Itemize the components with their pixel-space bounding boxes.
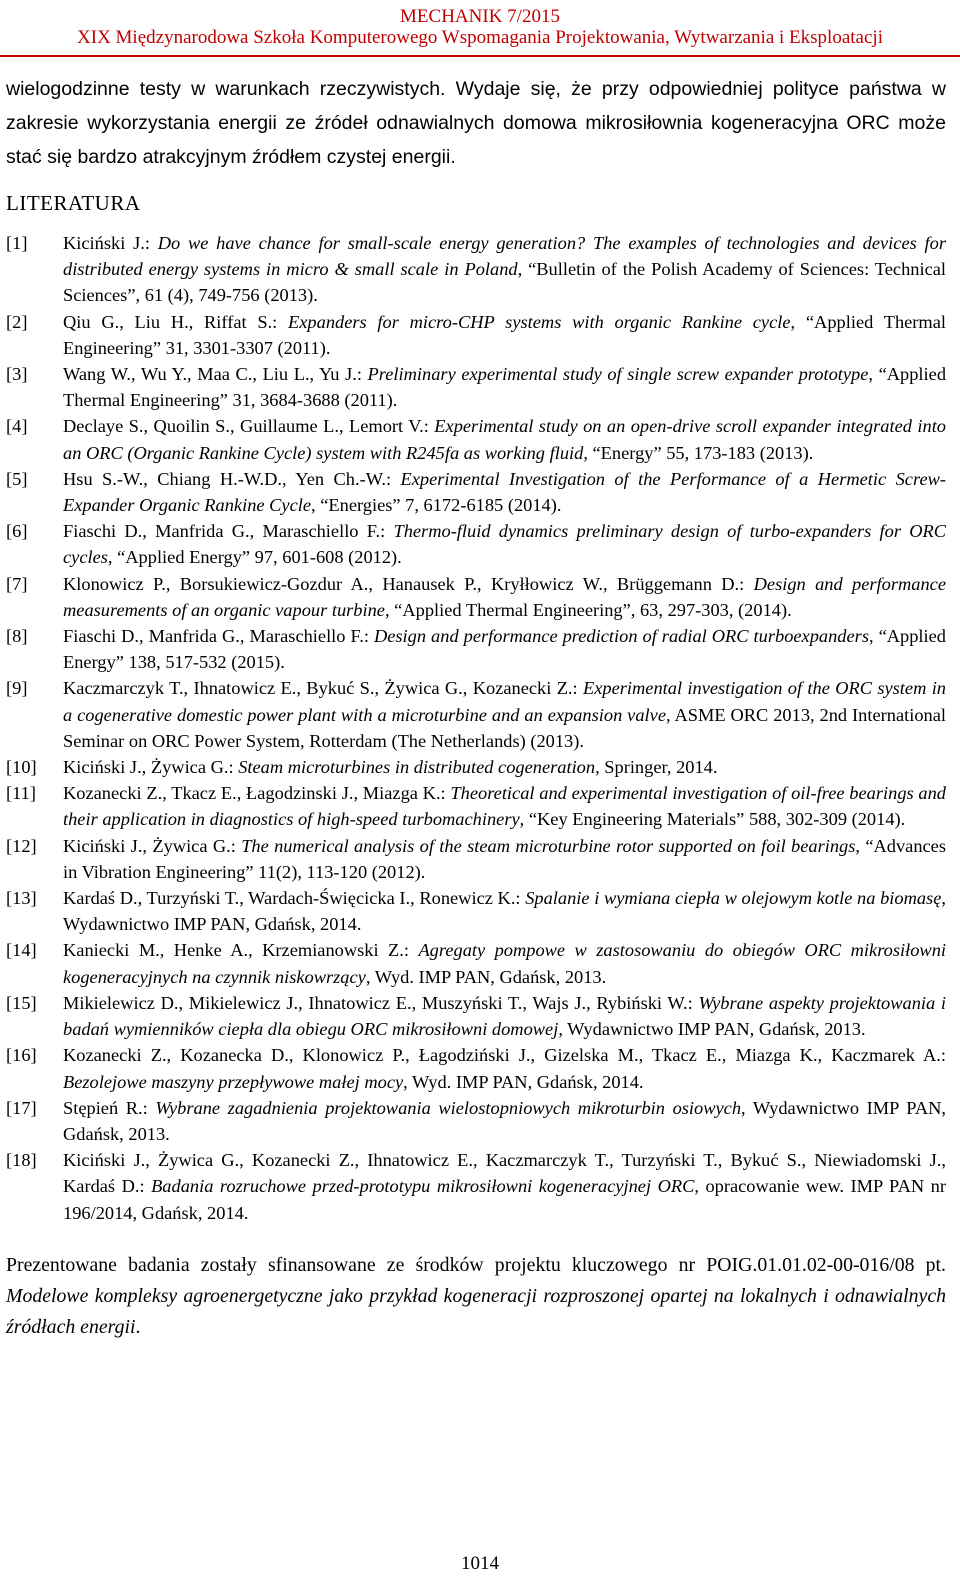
reference-title: Badania rozruchowe przed-prototypu mikrosiłowni kogeneracyjnej ORC — [151, 1176, 695, 1197]
reference-item — [6, 466, 946, 518]
reference-source: , “Applied Thermal Engineering” 31, 3684-3688 (2011). — [63, 364, 947, 411]
acknowledgement-paragraph — [6, 1250, 946, 1343]
page-header — [0, 6, 960, 48]
reference-item — [6, 754, 946, 780]
reference-title: Wybrane aspekty projektowania i badań wymienników ciepła dla obiegu ORC mikrosiłowni domowej — [63, 992, 947, 1040]
reference-item — [6, 780, 946, 832]
reference-title: Do we have chance for small-scale energy generation? The examples of technologies and devices for distributed energy systems in micro & small scale in Poland — [63, 233, 946, 280]
reference-title: Experimental Investigation of the Performance of a Hermetic Screw-Expander Organic Rankine Cycle — [63, 468, 946, 516]
reference-title: Expanders for micro-CHP systems with organic Rankine cycle — [288, 311, 791, 332]
reference-item — [6, 571, 946, 623]
reference-number: [4] — [6, 416, 28, 437]
reference-item — [6, 230, 946, 309]
reference-number: [2] — [6, 311, 28, 332]
reference-title: The numerical analysis of the steam microturbine rotor supported on foil bearings — [241, 835, 856, 856]
reference-source: , “Energies” 7, 6172-6185 (2014). — [311, 495, 562, 516]
reference-item — [6, 885, 946, 937]
reference-list — [6, 230, 946, 1226]
reference-authors: Kiciński J.: — [63, 233, 158, 253]
reference-item — [6, 623, 946, 675]
reference-authors: Declaye S., Quoilin S., Guillaume L., Lemort V.: — [63, 416, 435, 437]
reference-number: [7] — [6, 573, 28, 594]
reference-source: , “Applied Energy” 97, 601-608 (2012). — [107, 547, 402, 568]
reference-source: , Wydawnictwo IMP PAN, Gdańsk, 2013. — [558, 1019, 866, 1040]
reference-authors: Qiu G., Liu H., Riffat S.: — [63, 311, 289, 332]
reference-number: [5] — [6, 468, 28, 489]
ack-plain: Prezentowane badania zostały sfinansowane ze środków projektu kluczowego nr POIG.01.01.02-00-016/08 pt. — [6, 1253, 946, 1276]
reference-authors: Kardaś D., Turzyński T., Wardach-Święcicka I., Ronewicz K.: — [63, 888, 526, 909]
reference-source: , “Applied Thermal Engineering”, 63, 297-303, (2014). — [384, 599, 792, 620]
reference-title: Theoretical and experimental investigation of oil-free bearings and their application in diagnostics of high-speed turbomachinery — [63, 783, 947, 830]
reference-source: , “Key Engineering Materials” 588, 302-309 (2014). — [519, 809, 906, 830]
reference-authors: Fiaschi D., Manfrida G., Maraschiello F.: — [63, 626, 374, 647]
reference-title: Steam microturbines in distributed cogeneration — [238, 757, 596, 778]
reference-number: [18] — [6, 1150, 37, 1171]
page-content — [6, 72, 946, 1343]
reference-number: [17] — [6, 1097, 37, 1118]
reference-item — [6, 675, 946, 754]
reference-source: , “Advances in Vibration Engineering” 11(2), 113-120 (2012). — [63, 835, 947, 882]
reference-title: Preliminary experimental study of single screw expander prototype — [367, 364, 869, 385]
reference-item — [6, 1042, 946, 1094]
reference-item — [6, 518, 946, 570]
page-number: 1014 — [461, 1553, 499, 1574]
reference-number: [6] — [6, 521, 28, 542]
reference-number: [13] — [6, 888, 37, 909]
reference-authors: Fiaschi D., Manfrida G., Maraschiello F.: — [63, 521, 394, 542]
reference-title: Experimental study on an open-drive scroll expander integrated into an ORC (Organic Rankine Cycle) system with R245fa as working fluid — [63, 416, 946, 463]
reference-source: , Wyd. IMP PAN, Gdańsk, 2013. — [365, 966, 607, 987]
reference-number: [1] — [6, 233, 28, 253]
reference-authors: Mikielewicz D., Mikielewicz J., Ihnatowicz E., Muszyński T., Wajs J., Rybiński W.: — [63, 992, 699, 1013]
reference-authors: Klonowicz P., Borsukiewicz-Gozdur A., Hanausek P., Kryłłowicz W., Brüggemann D.: — [63, 573, 754, 594]
reference-title: Design and performance measurements of an organic vapour turbine — [63, 573, 946, 620]
reference-source: , “Applied Energy” 138, 517-532 (2015). — [63, 626, 946, 673]
reference-title: Bezolejowe maszyny przepływowe małej mocy — [63, 1071, 404, 1092]
reference-item — [6, 1095, 946, 1147]
reference-item — [6, 413, 946, 465]
intro-paragraph: wielogodzinne testy w warunkach rzeczywistych. Wydaje się, że przy odpowiedniej polityce państwa w zakresie wykorzystania energii ze źródeł odnawialnych domowa mikrosiłownia kogeneracyjna ORC może stać się bardzo atrakcyjnym źródłem czystej energii. — [6, 78, 946, 168]
ack-project-title: Modelowe kompleksy agroenergetyczne jako przykład kogeneracji rozproszonej opartej na lokalnych i odnawialnych źródłach energii — [6, 1284, 946, 1338]
reference-authors: Stępień R.: — [63, 1097, 156, 1118]
reference-source: , “Energy” 55, 173-183 (2013). — [583, 442, 814, 463]
reference-source: , Wydawnictwo IMP PAN, Gdańsk, 2014. — [63, 888, 946, 935]
reference-item — [6, 309, 946, 361]
reference-title: Agregaty pompowe w zastosowaniu do obiegów ORC mikrosiłowni kogeneracyjnych na czynnik niskowrzący — [63, 940, 947, 987]
journal-title: MECHANIK 7/2015 — [400, 6, 560, 27]
reference-item — [6, 833, 946, 885]
header-divider — [0, 55, 960, 57]
reference-authors: Kozanecki Z., Tkacz E., Łagodzinski J., Miazga K.: — [63, 783, 451, 804]
reference-source: , Wyd. IMP PAN, Gdańsk, 2014. — [403, 1071, 644, 1092]
reference-authors: Kaczmarczyk T., Ihnatowicz E., Bykuć S., Żywica G., Kozanecki Z.: — [63, 678, 583, 699]
reference-item — [6, 937, 946, 989]
reference-title: Wybrane zagadnienia projektowania wielostopniowych mikroturbin osiowych — [155, 1097, 742, 1118]
reference-source: , opracowanie wew. IMP PAN nr 196/2014, Gdańsk, 2014. — [63, 1176, 946, 1223]
conference-title: XIX Międzynarodowa Szkoła Komputerowego Wspomagania Projektowania, Wytwarzania i Eksploatacji — [77, 27, 883, 48]
reference-authors: Kiciński J., Żywica G., Kozanecki Z., Ihnatowicz E., Kaczmarczyk T., Turzyński T., Bykuć S., Niewiadomski J., Kardaś D.: — [63, 1150, 946, 1197]
reference-number: [8] — [6, 626, 28, 647]
reference-number: [10] — [6, 757, 37, 778]
reference-authors: Kiciński J., Żywica G.: — [63, 835, 242, 856]
reference-title: Thermo-fluid dynamics preliminary design of turbo-expanders for ORC cycles — [63, 521, 946, 568]
reference-authors: Hsu S.-W., Chiang H.-W.D., Yen Ch.-W.: — [63, 468, 401, 489]
reference-number: [12] — [6, 835, 37, 856]
reference-title: Spalanie i wymiana ciepła w olejowym kotle na biomasę — [525, 888, 942, 909]
section-title: LITERATURA — [6, 191, 141, 215]
reference-number: [14] — [6, 940, 37, 961]
reference-authors: Kiciński J., Żywica G.: — [63, 757, 239, 778]
reference-number: [3] — [6, 364, 28, 385]
ack-end: . — [135, 1315, 141, 1338]
reference-source: , ASME ORC 2013, 2nd International Seminar on ORC Power System, Rotterdam (The Netherlands) (2013). — [63, 704, 946, 751]
reference-item — [6, 361, 946, 413]
reference-number: [11] — [6, 783, 36, 804]
reference-item — [6, 990, 946, 1042]
reference-number: [9] — [6, 678, 28, 699]
reference-source: , “Bulletin of the Polish Academy of Sciences: Technical Sciences”, 61 (4), 749-756 (2013). — [63, 259, 946, 306]
reference-authors: Wang W., Wu Y., Maa C., Liu L., Yu J.: — [63, 364, 368, 385]
reference-item — [6, 1147, 946, 1226]
reference-number: [15] — [6, 992, 37, 1013]
reference-title: Design and performance prediction of radial ORC turboexpanders — [373, 626, 869, 647]
reference-authors: Kaniecki M., Henke A., Krzemianowski Z.: — [63, 940, 419, 961]
reference-title: Experimental investigation of the ORC system in a cogenerative domestic power plant with a microturbine and an expansion valve — [63, 678, 946, 725]
reference-source: , “Applied Thermal Engineering” 31, 3301-3307 (2011). — [63, 311, 946, 358]
reference-authors: Kozanecki Z., Kozanecka D., Klonowicz P., Łagodziński J., Gizelska M., Tkacz E., Miazga K., Kaczmarek A.: — [63, 1045, 946, 1066]
reference-number: [16] — [6, 1045, 37, 1066]
reference-source: , Springer, 2014. — [595, 757, 718, 778]
reference-source: , Wydawnictwo IMP PAN, Gdańsk, 2013. — [63, 1097, 946, 1144]
